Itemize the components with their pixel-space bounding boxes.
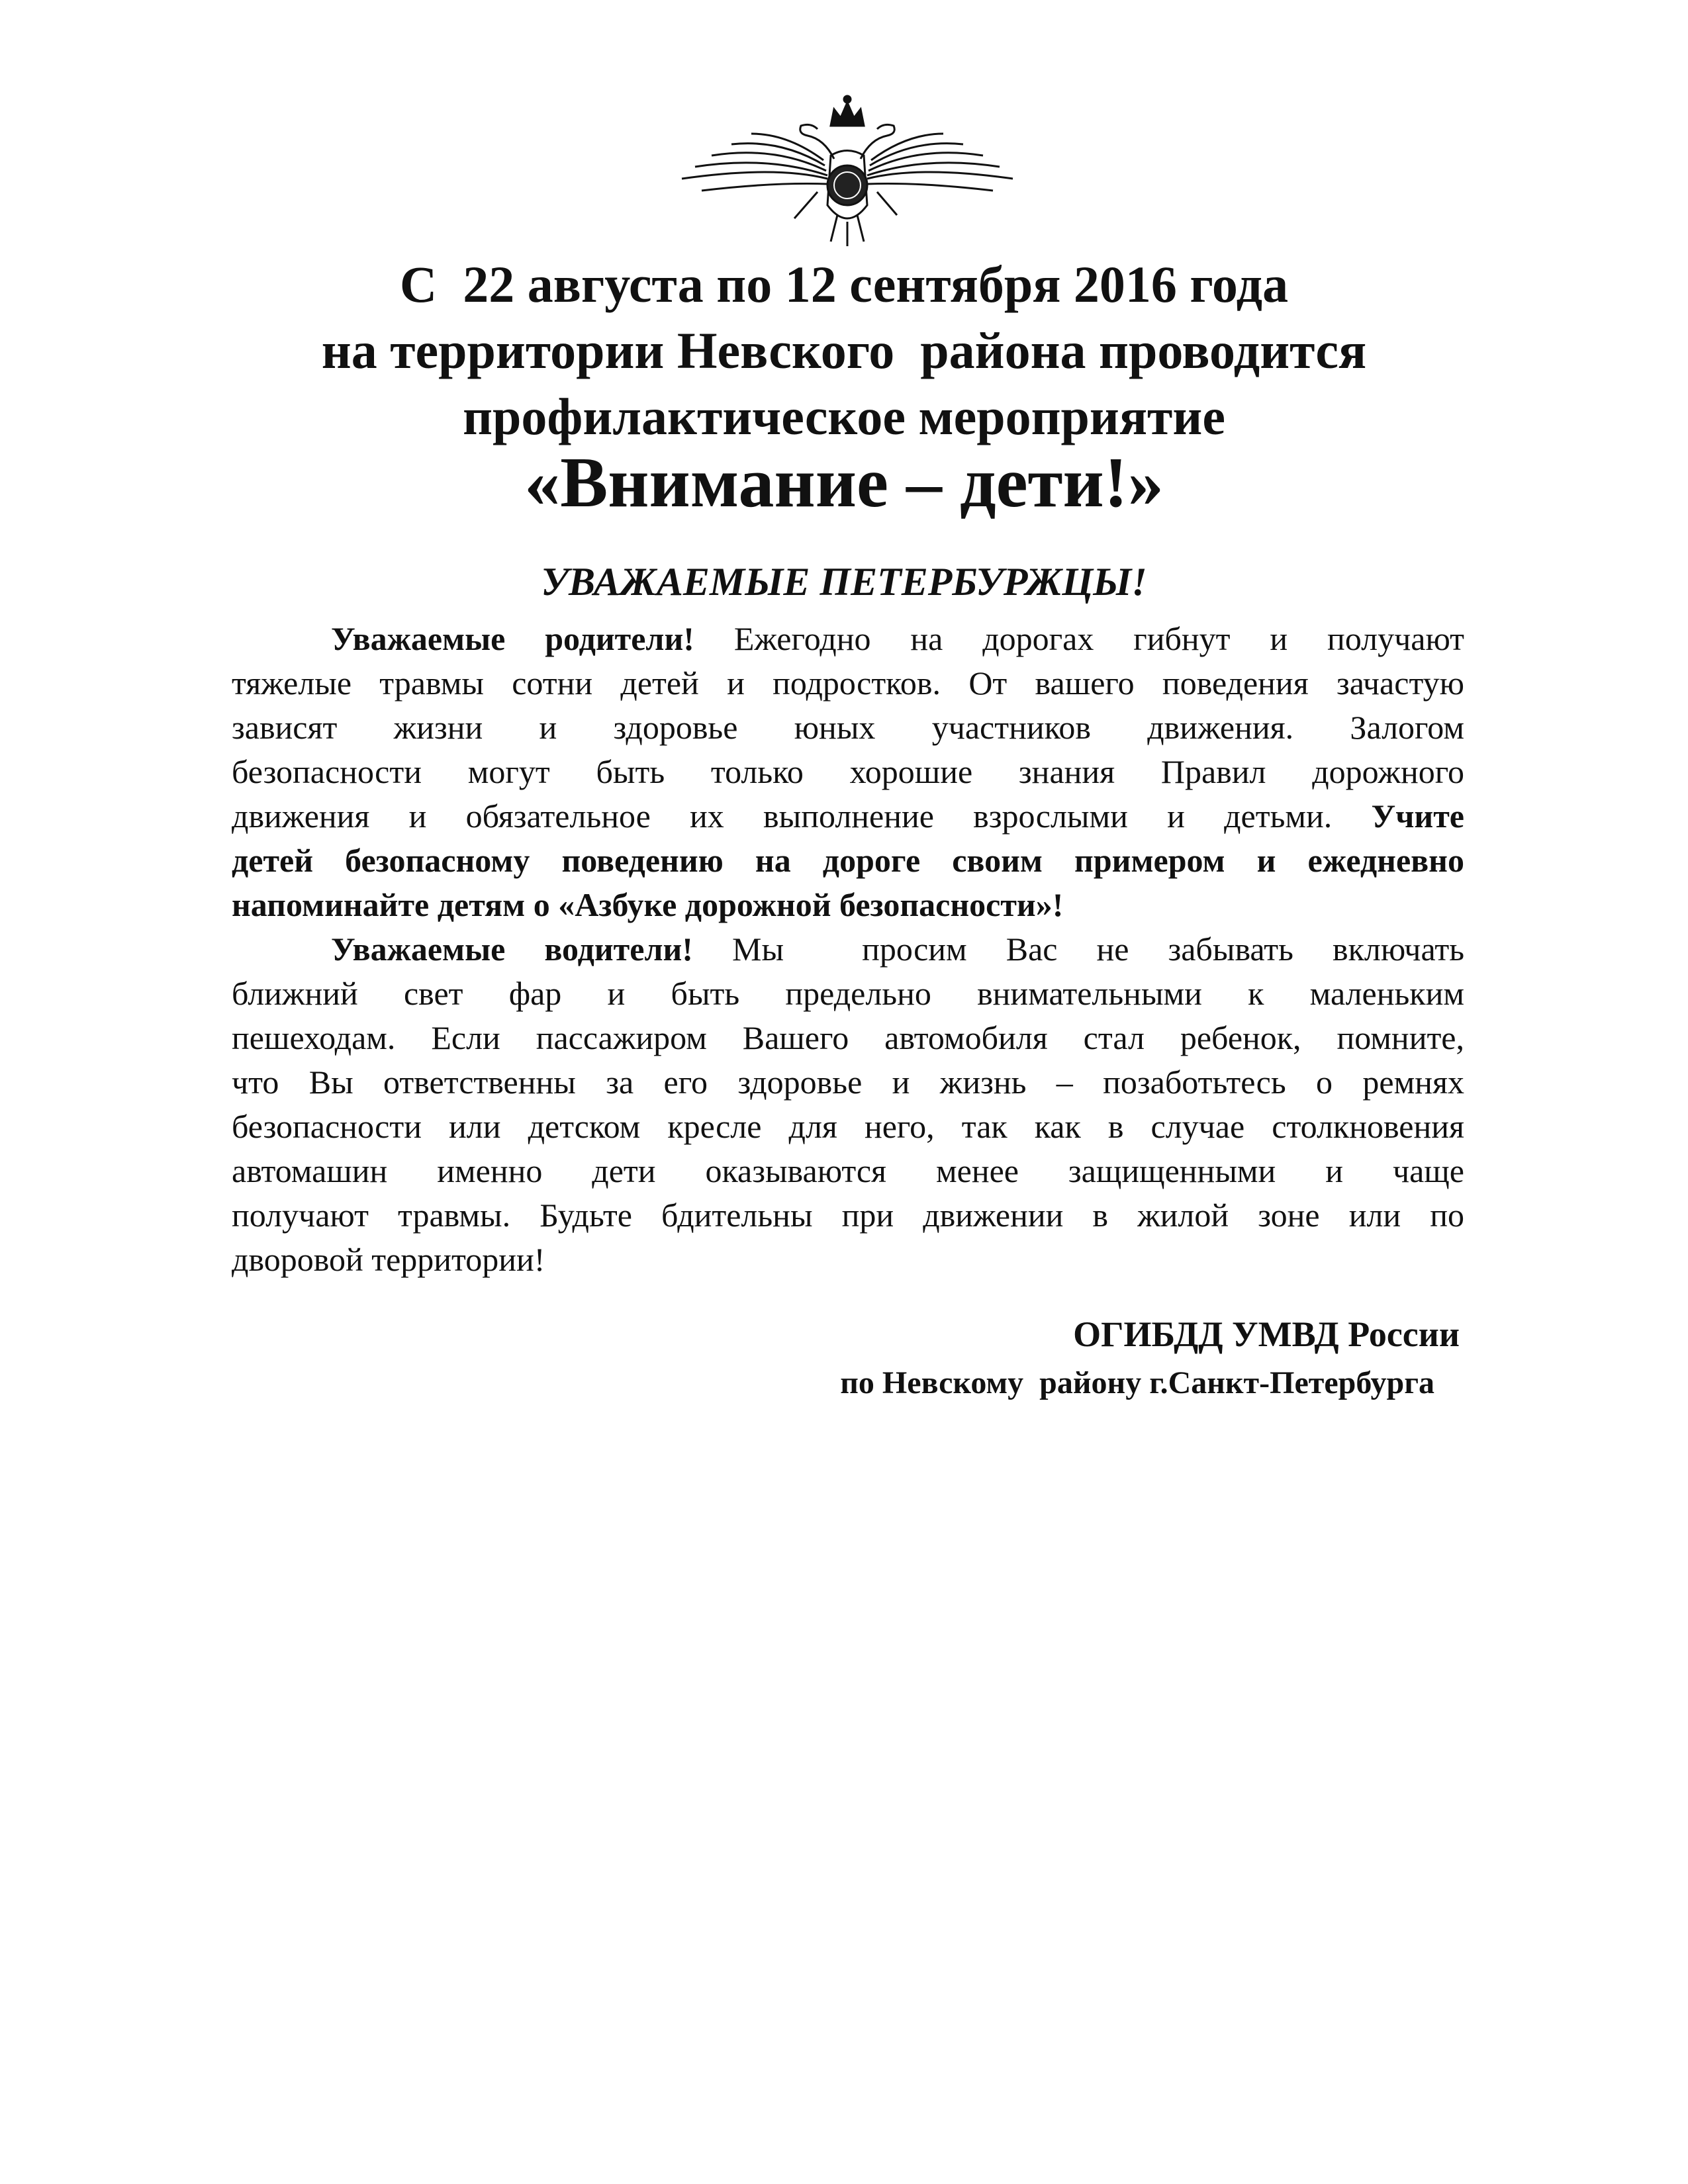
paragraph-parents-line: зависят жизни и здоровье юных участников движения. Залогом <box>232 709 1464 746</box>
paragraph-drivers-line <box>232 927 1464 972</box>
paragraph-parents-line <box>232 794 1464 839</box>
paragraph-parents-line <box>232 883 1464 927</box>
paragraph-parents-line <box>232 617 1464 661</box>
greeting-heading: УВАЖАЕМЫЕ ПЕТЕРБУРЖЦЫ! <box>541 560 1147 604</box>
paragraph-parents-line: безопасности могут быть только хорошие знания Правил дорожного <box>232 753 1464 790</box>
paragraph-drivers-line: дворовой территории! <box>232 1241 545 1278</box>
parents-address: Уважаемые родители! <box>331 620 694 657</box>
title-line-event: профилактическое мероприятие <box>463 388 1225 445</box>
paragraph-parents-line <box>232 839 1464 883</box>
paragraph-drivers-line: пешеходам. Если пассажиром Вашего автомобиля стал ребенок, помните, <box>232 1019 1464 1056</box>
paragraph-drivers-line: ближний свет фар и быть предельно внимательными к маленьким <box>232 975 1464 1012</box>
bold-segment: детей безопасному поведению на дороге своим примером и ежедневно <box>232 842 1464 879</box>
title-line-dates: С 22 августа по 12 сентября 2016 года <box>399 255 1289 313</box>
signature-district: по Невскому району г.Санкт-Петербурга <box>840 1365 1434 1400</box>
text-segment: Ежегодно на дорогах гибнут и получают <box>694 620 1464 657</box>
paragraph-parents-line: тяжелые травмы сотни детей и подростков. От вашего поведения зачастую <box>232 664 1464 702</box>
text-segment: Мы просим Вас не забывать включать <box>692 931 1464 968</box>
paragraph-drivers-line: автомашин именно дети оказываются менее защищенными и чаще <box>232 1152 1464 1189</box>
paragraph-drivers-line: безопасности или детском кресле для него, так как в случае столкновения <box>232 1108 1464 1145</box>
bold-segment: Учите <box>1371 797 1464 835</box>
eagle-emblem-icon <box>675 93 1019 251</box>
signature-organization: ОГИБДД УМВД России <box>1073 1314 1460 1354</box>
paragraph-drivers-line: получают травмы. Будьте бдительны при движении в жилой зоне или по <box>232 1197 1464 1234</box>
text-segment: движения и обязательное их выполнение взрослыми и детьми. <box>232 797 1372 835</box>
event-name: «Внимание – дети!» <box>524 443 1164 522</box>
title-line-territory: на территории Невского района проводится <box>321 322 1367 379</box>
drivers-address: Уважаемые водители! <box>331 931 693 968</box>
notice-title <box>0 251 1688 450</box>
paragraph-drivers-line: что Вы ответственны за его здоровье и жизнь – позаботьтесь о ремнях <box>232 1064 1464 1101</box>
bold-segment: напоминайте детям о «Азбуке дорожной безопасности»! <box>232 886 1064 923</box>
letter-body <box>232 617 1464 1282</box>
